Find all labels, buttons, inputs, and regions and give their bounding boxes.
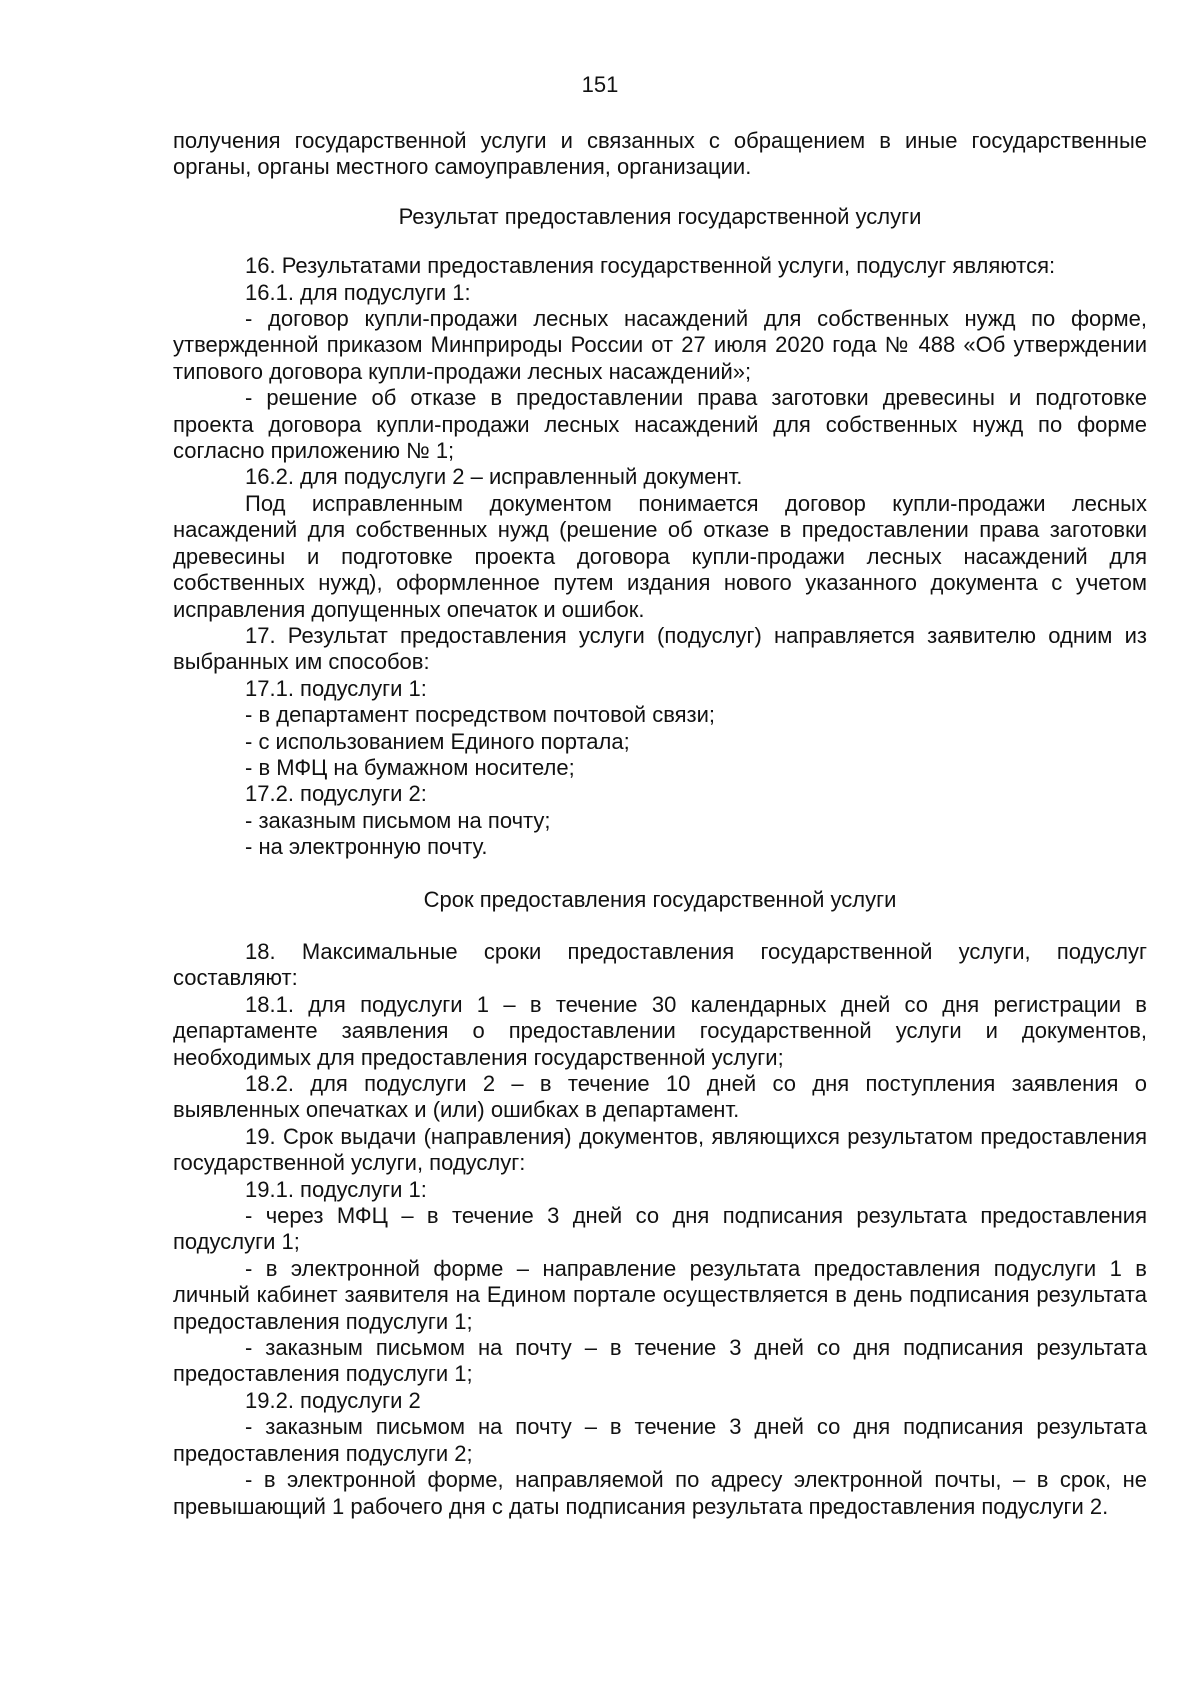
paragraph-16: 16. Результатами предоставления государственной услуги, подуслуг являются: (245, 253, 1056, 279)
paragraph-19-2-item-email: - в электронной форме, направляемой по адресу электронной почты, – в срок, не превышающий 1 рабочего дня с даты подписания результата предоставления подуслуги 2. (173, 1467, 1147, 1519)
paragraph-17-2: 17.2. подуслуги 2: (245, 781, 427, 807)
page-number: 151 (581, 72, 619, 97)
paragraph-16-1-item-refusal: - решение об отказе в предоставлении права заготовки древесины и подготовке проекта договора купли-продажи лесных насаждений для собственных нужд по форме согласно приложению № 1; (173, 385, 1147, 464)
paragraph-corrected-document: Под исправленным документом понимается договор купли-продажи лесных насаждений для собственных нужд (решение об отказе в предоставлении права заготовки древесины и подготовке проекта договора купли-продажи лесных насаждений для собственных нужд), оформленное путем издания нового указанного документа с учетом исправления допущенных опечаток и ошибок. (173, 490, 1147, 622)
paragraph-19-1-item-electronic: - в электронной форме – направление результата предоставления подуслуги 1 в личный кабинет заявителя на Едином портале осуществляется в день подписания результата предоставления подуслуги 1; (173, 1255, 1147, 1334)
paragraph-17-1-item-portal: - с использованием Единого портала; (245, 728, 630, 754)
section-heading-term: Срок предоставления государственной услуги (423, 886, 897, 912)
paragraph-17-2-item-registered-mail: - заказным письмом на почту; (245, 807, 551, 833)
paragraph-17: 17. Результат предоставления услуги (подуслуг) направляется заявителю одним из выбранных им способов: (173, 622, 1147, 675)
paragraph-19-2-item-registered-mail: - заказным письмом на почту – в течение 3 дней со дня подписания результата предоставления подуслуги 2; (173, 1414, 1147, 1466)
paragraph-18-1: 18.1. для подуслуги 1 – в течение 30 календарных дней со дня регистрации в департаменте заявления о предоставлении государственной услуги и документов, необходимых для предоставления государственной услуги; (173, 991, 1147, 1070)
paragraph-19-1-item-registered-mail: - заказным письмом на почту – в течение 3 дней со дня подписания результата предоставления подуслуги 1; (173, 1335, 1147, 1387)
paragraph-17-1: 17.1. подуслуги 1: (245, 675, 427, 701)
paragraph-16-2: 16.2. для подуслуги 2 – исправленный документ. (245, 464, 743, 490)
paragraph-16-1-item-contract: - договор купли-продажи лесных насаждений для собственных нужд по форме, утвержденной приказом Минприроды России от 27 июля 2020 года № 488 «Об утверждении типового договора купли-продажи лесных насаждений»; (173, 306, 1147, 384)
paragraph-19-2: 19.2. подуслуги 2 (245, 1387, 421, 1413)
document-body (173, 128, 1147, 1520)
paragraph-17-2-item-email: - на электронную почту. (245, 834, 488, 860)
paragraph-17-1-item-mfc: - в МФЦ на бумажном носителе; (245, 754, 575, 780)
paragraph-18-2: 18.2. для подуслуги 2 – в течение 10 дней со дня поступления заявления о выявленных опечатках и (или) ошибках в департамент. (173, 1071, 1147, 1123)
paragraph-continuation: получения государственной услуги и связанных с обращением в иные государственные органы, органы местного самоуправления, организации. (173, 128, 1147, 180)
paragraph-16-1: 16.1. для подуслуги 1: (245, 279, 471, 305)
section-heading-result: Результат предоставления государственной услуги (398, 203, 922, 229)
paragraph-19-1-item-mfc: - через МФЦ – в течение 3 дней со дня подписания результата предоставления подуслуги 1; (173, 1203, 1147, 1255)
paragraph-19: 19. Срок выдачи (направления) документов, являющихся результатом предоставления государственной услуги, подуслуг: (173, 1123, 1147, 1176)
paragraph-19-1: 19.1. подуслуги 1: (245, 1176, 427, 1202)
paragraph-17-1-item-post: - в департамент посредством почтовой связи; (245, 702, 716, 728)
paragraph-18: 18. Максимальные сроки предоставления государственной услуги, подуслуг составляют: (173, 938, 1147, 991)
